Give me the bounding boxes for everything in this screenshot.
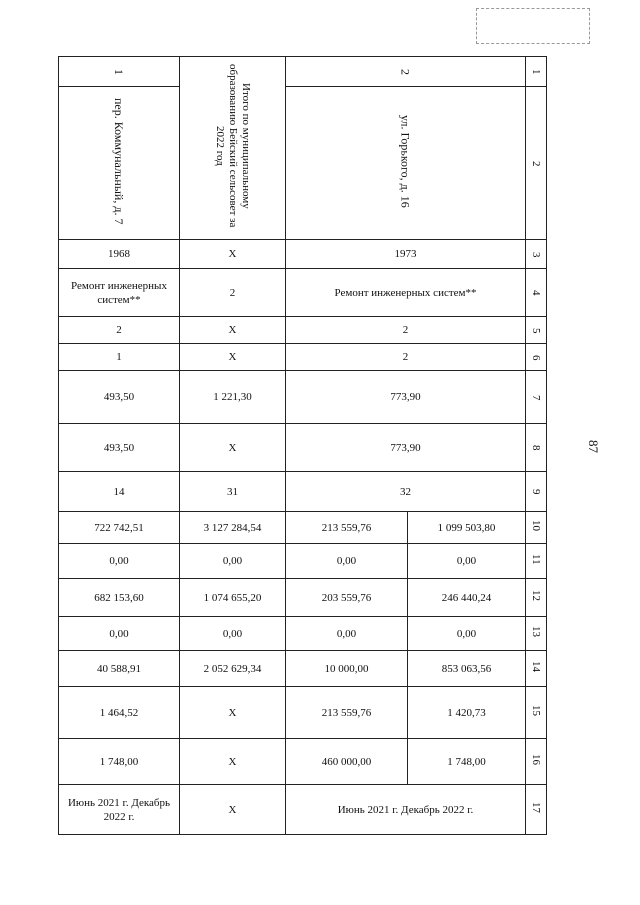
table-row <box>59 687 547 739</box>
cell-address-2-b: 0,00 <box>408 544 526 579</box>
cell-total: Х <box>180 344 286 371</box>
table-header-row <box>59 87 547 240</box>
cell-address-2: Ремонт инженерных систем** <box>286 269 526 317</box>
cell-address-2: 1973 <box>286 240 526 269</box>
row-number: 11 <box>526 544 547 579</box>
cell-address-1: 1968 <box>59 240 180 269</box>
table-row <box>59 544 547 579</box>
cell-address-1: 0,00 <box>59 617 180 651</box>
cell-total: Х <box>180 317 286 344</box>
cell-total: 2 <box>180 269 286 317</box>
table-row <box>59 269 547 317</box>
cell-address-2-a: 213 559,76 <box>286 687 408 739</box>
header-address-cell <box>286 87 526 240</box>
row-number: 10 <box>526 512 547 544</box>
table-row <box>59 739 547 785</box>
cell-total: 1 074 655,20 <box>180 579 286 617</box>
cell-address-2-a: 213 559,76 <box>286 512 408 544</box>
header-total-cell <box>180 57 286 240</box>
row-number: 16 <box>526 739 547 785</box>
row-number: 14 <box>526 651 547 687</box>
table-row <box>59 579 547 617</box>
cell-address-1: 0,00 <box>59 544 180 579</box>
cell-address-1: Ремонт инженерных систем** <box>59 269 180 317</box>
cell-address-2: 2 <box>286 344 526 371</box>
header-address-2: ул. Горького, д. 16 <box>398 114 413 208</box>
table-row <box>59 240 547 269</box>
cell-address-2-b: 853 063,56 <box>408 651 526 687</box>
cell-address-2-a: 203 559,76 <box>286 579 408 617</box>
row-number: 7 <box>526 371 547 424</box>
cell-address-2-a: 0,00 <box>286 544 408 579</box>
cell-total: 31 <box>180 472 286 512</box>
table-row <box>59 317 547 344</box>
row-number: 8 <box>526 424 547 472</box>
cell-address-1: 493,50 <box>59 424 180 472</box>
table-row <box>59 617 547 651</box>
header-address-1: пер. Коммунальный, д. 7 <box>112 97 126 225</box>
cell-address-1: 2 <box>59 317 180 344</box>
data-table <box>58 56 547 835</box>
row-number: 5 <box>526 317 547 344</box>
cell-address-2-b: 0,00 <box>408 617 526 651</box>
row-number: 12 <box>526 579 547 617</box>
table-header-row <box>59 57 547 87</box>
header-col-number: 2 <box>286 57 526 87</box>
cell-address-2-a: 460 000,00 <box>286 739 408 785</box>
cell-address-1: Июнь 2021 г. Декабрь 2022 г. <box>59 785 180 835</box>
cell-address-2: 2 <box>286 317 526 344</box>
table-row <box>59 785 547 835</box>
header-index-cell: 2 <box>526 87 547 240</box>
cell-address-1: 682 153,60 <box>59 579 180 617</box>
row-number: 17 <box>526 785 547 835</box>
table-row <box>59 512 547 544</box>
cell-address-1: 1 <box>59 344 180 371</box>
cell-total: Х <box>180 424 286 472</box>
row-number: 4 <box>526 269 547 317</box>
cell-address-1: 1 464,52 <box>59 687 180 739</box>
row-number: 13 <box>526 617 547 651</box>
cell-total: Х <box>180 785 286 835</box>
cell-total: 0,00 <box>180 544 286 579</box>
header-total-label: Итого по муниципальному образованию Бейский сельсовет за 2022 год <box>214 64 252 228</box>
cell-address-2-b: 1 748,00 <box>408 739 526 785</box>
cell-total: 1 221,30 <box>180 371 286 424</box>
table-row <box>59 472 547 512</box>
registration-stamp <box>476 8 590 44</box>
cell-address-2-b: 1 099 503,80 <box>408 512 526 544</box>
cell-total: 3 127 284,54 <box>180 512 286 544</box>
row-number: 15 <box>526 687 547 739</box>
header-index-cell: 1 <box>526 57 547 87</box>
row-number: 9 <box>526 472 547 512</box>
cell-total: Х <box>180 240 286 269</box>
cell-address-2-a: 0,00 <box>286 617 408 651</box>
table-row <box>59 424 547 472</box>
cell-address-1: 40 588,91 <box>59 651 180 687</box>
table-row <box>59 651 547 687</box>
cell-address-1: 14 <box>59 472 180 512</box>
cell-address-1: 493,50 <box>59 371 180 424</box>
cell-address-2-a: 10 000,00 <box>286 651 408 687</box>
cell-total: Х <box>180 687 286 739</box>
cell-total: Х <box>180 739 286 785</box>
header-col-number: 1 <box>59 57 180 87</box>
row-number: 3 <box>526 240 547 269</box>
cell-address-2: 773,90 <box>286 424 526 472</box>
header-address-cell <box>59 87 180 240</box>
cell-address-2: 32 <box>286 472 526 512</box>
cell-address-2-b: 246 440,24 <box>408 579 526 617</box>
table-row <box>59 344 547 371</box>
cell-address-1: 1 748,00 <box>59 739 180 785</box>
cell-address-2: Июнь 2021 г. Декабрь 2022 г. <box>286 785 526 835</box>
page-number: 87 <box>586 440 601 453</box>
cell-address-2: 773,90 <box>286 371 526 424</box>
cell-address-1: 722 742,51 <box>59 512 180 544</box>
cell-total: 0,00 <box>180 617 286 651</box>
row-number: 6 <box>526 344 547 371</box>
table-row <box>59 371 547 424</box>
cell-total: 2 052 629,34 <box>180 651 286 687</box>
cell-address-2-b: 1 420,73 <box>408 687 526 739</box>
